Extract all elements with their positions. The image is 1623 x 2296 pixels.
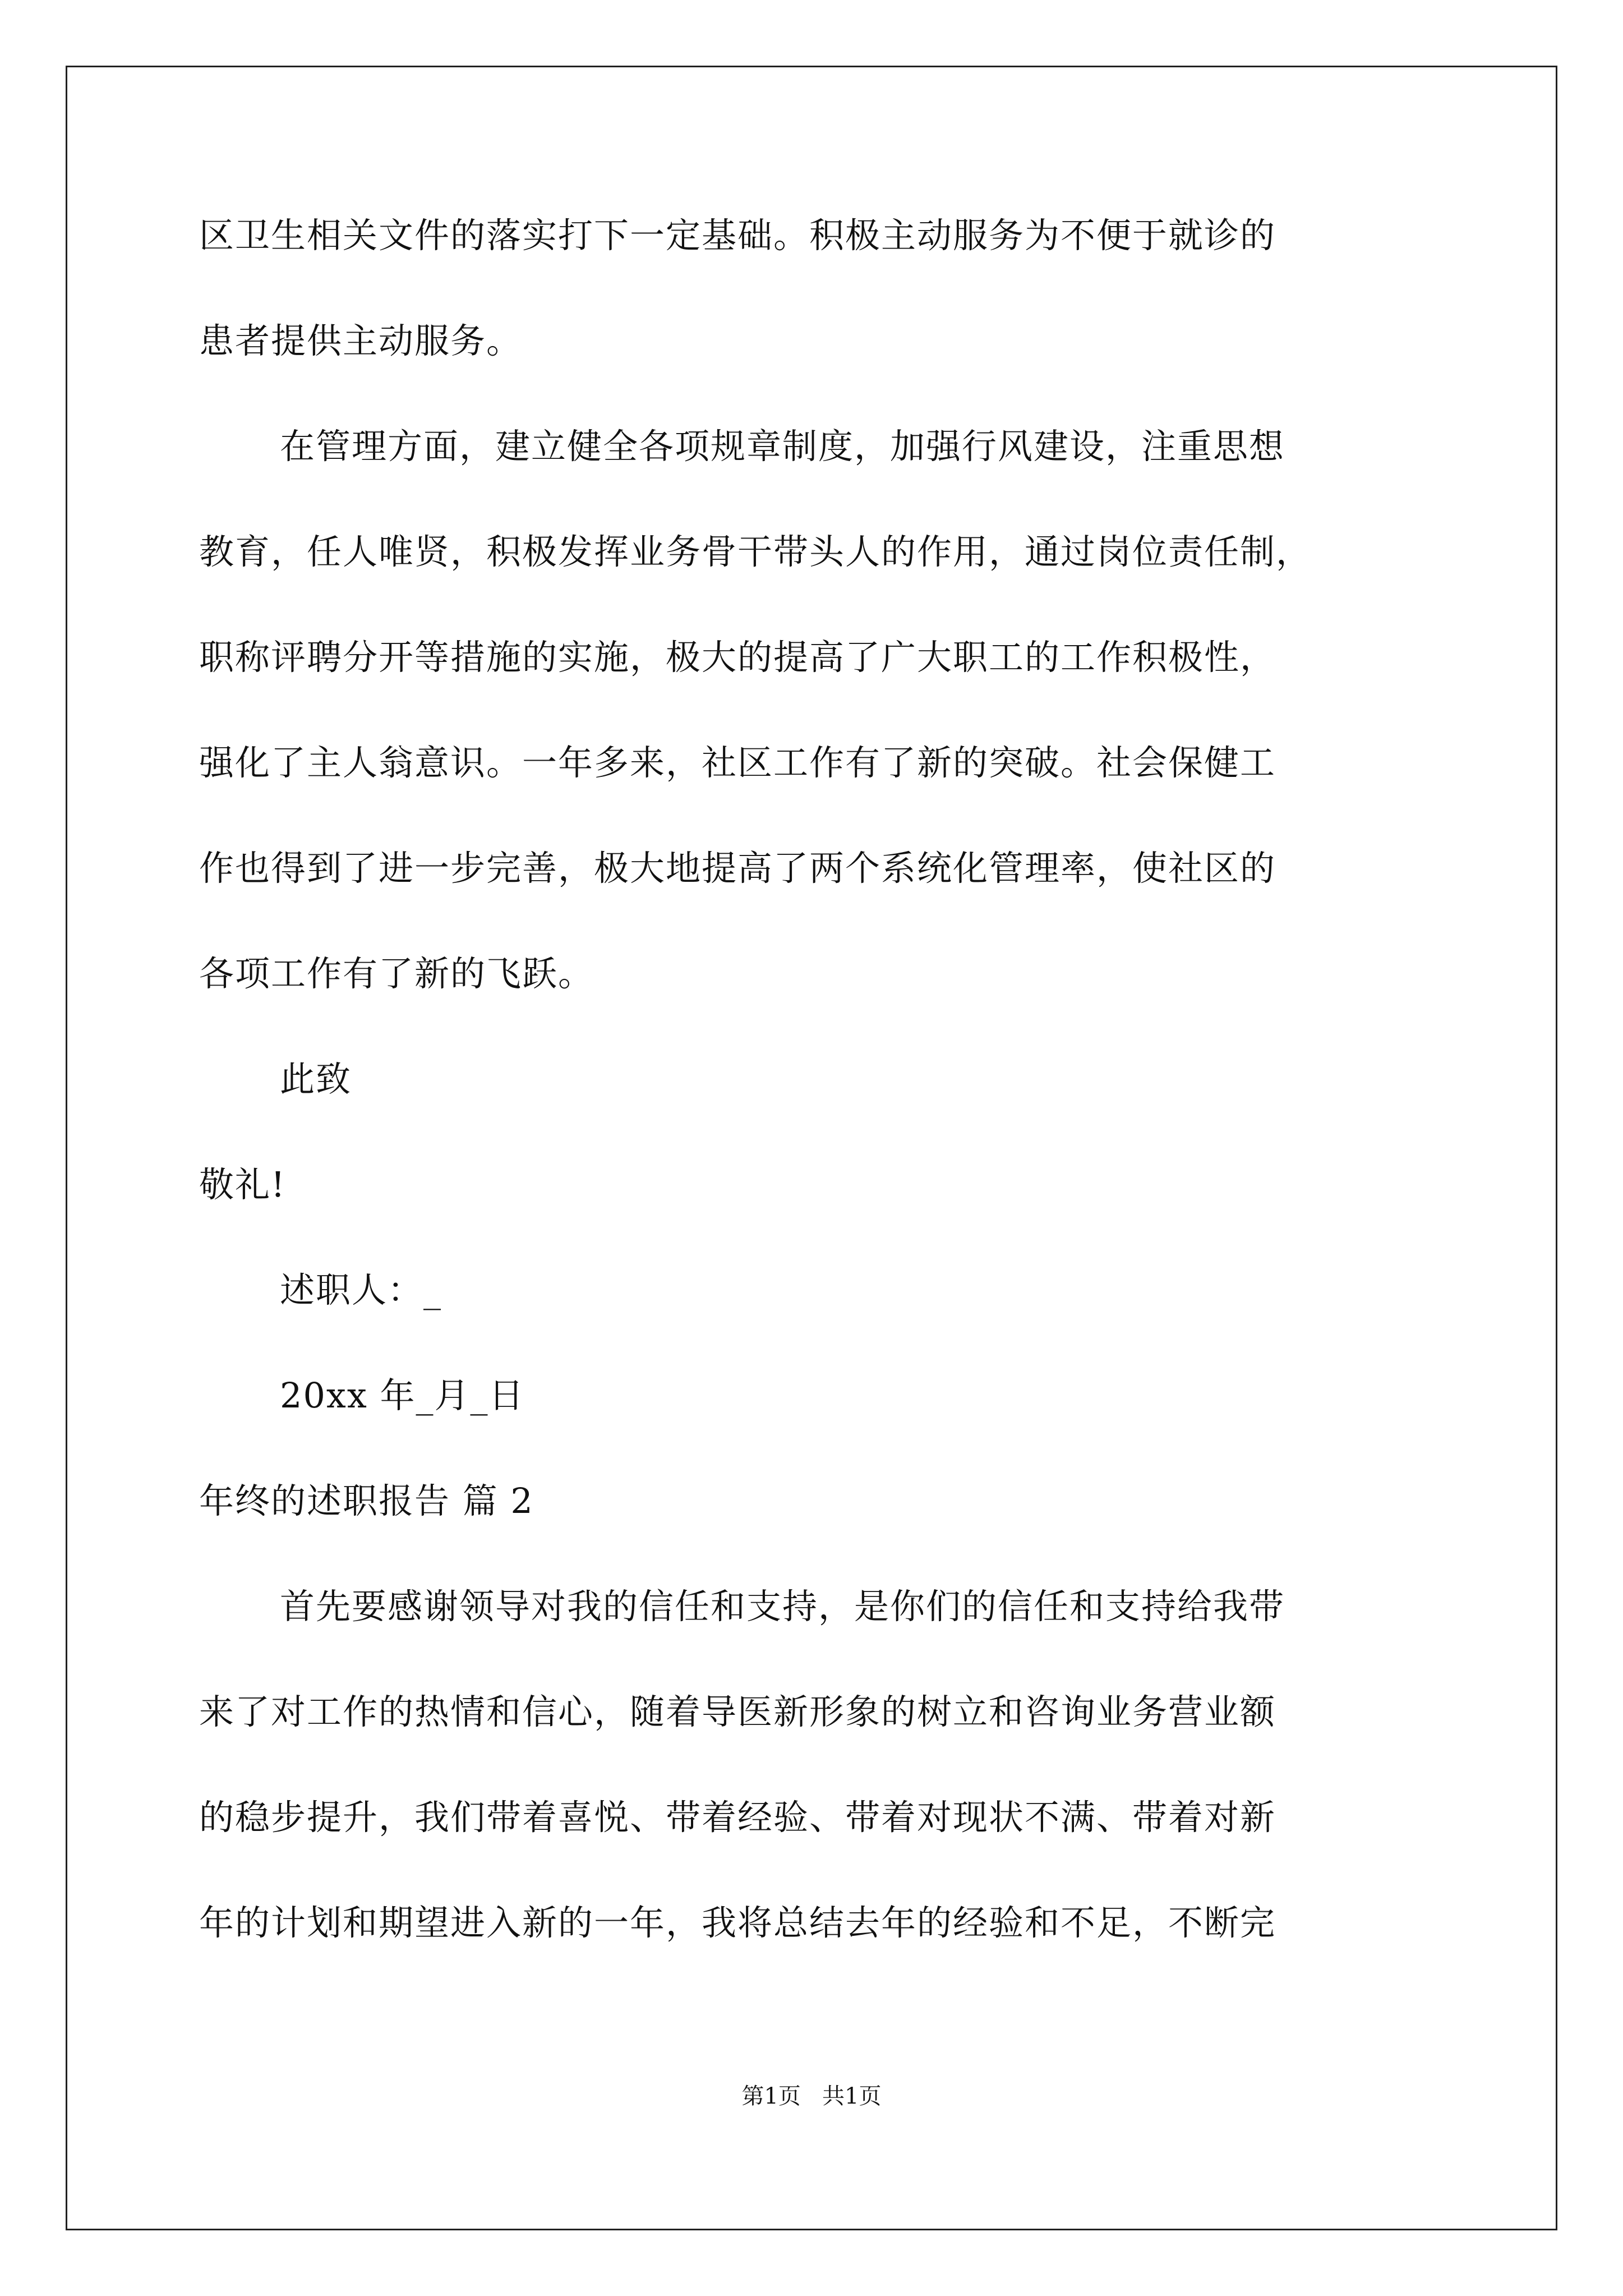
page-number: 第1页 共1页: [741, 2083, 882, 2109]
paragraph-line: 来了对工作的热情和信心，随着导医新形象的树立和咨询业务营业额: [199, 1691, 1276, 1732]
paragraph-line: 的稳步提升，我们带着喜悦、带着经验、带着对现状不满、带着对新: [199, 1797, 1276, 1838]
section-heading: 年终的述职报告 篇 2: [199, 1480, 534, 1521]
closing-regards: 敬礼!: [199, 1164, 286, 1205]
paragraph-line: 首先要感谢领导对我的信任和支持，是你们的信任和支持给我带: [280, 1586, 1285, 1627]
paragraph-line: 在管理方面，建立健全各项规章制度，加强行风建设，注重思想: [280, 426, 1285, 467]
paragraph-line: 患者提供主动服务。: [199, 320, 523, 361]
signature-line: 述职人：_: [280, 1269, 442, 1310]
paragraph-line: 各项工作有了新的飞跃。: [199, 953, 594, 994]
paragraph-line: 职称评聘分开等措施的实施，极大的提高了广大职工的工作积极性，: [199, 637, 1276, 678]
paragraph-line: 强化了主人翁意识。一年多来，社区工作有了新的突破。社会保健工: [199, 742, 1276, 783]
paragraph-line: 年的计划和期望进入新的一年，我将总结去年的经验和不足，不断完: [199, 1902, 1276, 1943]
paragraph-line: 区卫生相关文件的落实打下一定基础。积极主动服务为不便于就诊的: [199, 215, 1276, 256]
closing-salutation: 此致: [280, 1059, 352, 1099]
paragraph-line: 教育，任人唯贤，积极发挥业务骨干带头人的作用，通过岗位责任制，: [199, 531, 1312, 572]
date-line: 20xx 年_月_日: [280, 1375, 525, 1416]
paragraph-line: 作也得到了进一步完善，极大地提高了两个系统化管理率，使社区的: [199, 848, 1276, 889]
